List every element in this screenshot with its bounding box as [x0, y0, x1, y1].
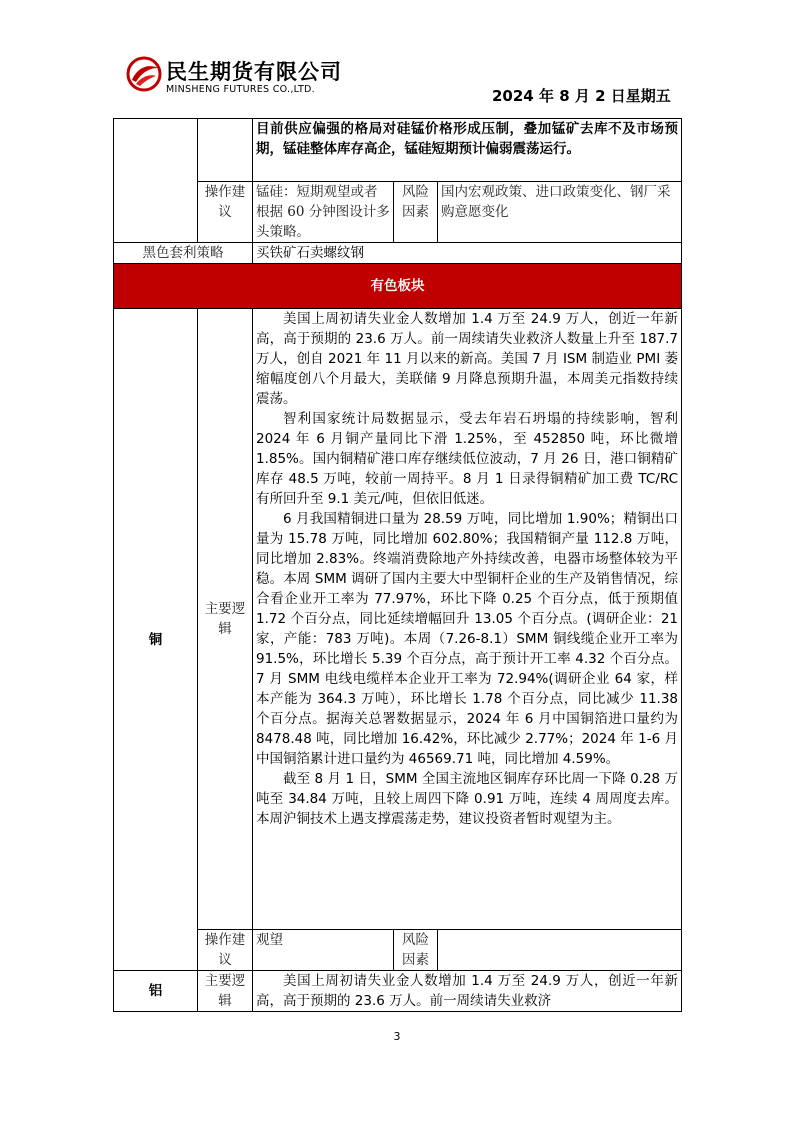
copper-logic-row	[114, 309, 682, 930]
section-header-row	[114, 264, 682, 309]
manganese-op-row	[114, 182, 682, 243]
arbitrage-label: 黑色套利策略	[114, 243, 253, 264]
copper-paragraph: 截至 8 月 1 日，SMM 全国主流地区铜库存环比周一下降 0.28 万吨至 34.84 万吨，且较上周四下降 0.91 万吨，连续 4 周周度去库。本周沪铜技术上遇支撑震荡走势，建议投资者暂时观望为主。	[256, 771, 679, 827]
manganese-risk-label: 风险因素	[394, 182, 438, 243]
page-number: 3	[393, 1030, 401, 1043]
strategy-table	[113, 118, 682, 1012]
manganese-logic-label-cell	[198, 119, 253, 182]
copper-paragraph: 美国上周初请失业金人数增加 1.4 万至 24.9 万人，创近一年新高，高于预期的 23.6 万人。前一周续请失业救济人数量上升至 187.7 万人，创自 2021 年 11 月以来的新高。美国 7 月 ISM 制造业 PMI 萎缩幅度创八个月最大，美联储 9 月降息预期升温，本周美元指数持续震荡。	[256, 311, 679, 407]
manganese-logic-text: 目前供应偏强的格局对硅锰价格形成压制，叠加锰矿去库不及市场预期，锰硅整体库存高企，锰硅短期预计偏弱震荡运行。	[253, 119, 682, 182]
manganese-name-cell	[114, 119, 198, 243]
copper-op-text: 观望	[253, 930, 394, 971]
section-title: 有色板块	[114, 264, 682, 309]
manganese-op-text: 锰硅：短期观望或者根据 60 分钟图设计多头策略。	[253, 182, 394, 243]
manganese-risk-text: 国内宏观政策、进口政策变化、钢厂采购意愿变化	[438, 182, 682, 243]
company-logo-icon	[126, 56, 162, 92]
aluminum-paragraph: 美国上周初请失业金人数增加 1.4 万至 24.9 万人，创近一年新高，高于预期的 23.6 万人。前一周续请失业救济	[256, 973, 679, 1009]
company-name-cn: 民生期货有限公司	[166, 60, 342, 84]
copper-risk-label: 风险因素	[394, 930, 438, 971]
copper-logic-text	[253, 309, 682, 930]
copper-logic-label: 主要逻辑	[198, 309, 253, 930]
copper-paragraph: 6 月我国精铜进口量为 28.59 万吨，同比增加 1.90%；精铜出口量为 15.78 万吨，同比增加 602.80%；我国精铜产量 112.8 万吨，同比增加 2.83%。终端消费除地产外持续改善，电器市场整体较为平稳。本周 SMM 调研了国内主要大中型铜杆企业的生产及销售情况，综合看企业开工率为 77.97%，环比下降 0.25 个百分点，低于预期值 1.72 个百分点，同比延续增幅回升 13.05 个百分点。(调研企业：21 家，产能：783 万吨)。本周（7.26-8.1）SMM 铜线缆企业开工率为 91.5%，环比增长 5.39 个百分点，高于预计开工率 4.32 个百分点。7 月 SMM 电线电缆样本企业开工率为 72.94%(调研企业 64 家，样本产能为 364.3 万吨），环比增长 1.78 个百分点，同比减少 11.38 个百分点。据海关总署数据显示，2024 年 6 月中国铜箔进口量约为 8478.48 吨，同比增加 16.42%，环比减少 2.77%；2024 年 1-6 月中国铜箔累计进口量约为 46569.71 吨，同比增加 4.59%。	[256, 511, 679, 767]
manganese-op-label: 操作建议	[198, 182, 253, 243]
page-header	[0, 0, 794, 118]
aluminum-name: 铝	[114, 971, 198, 1012]
copper-name: 铜	[114, 309, 198, 971]
copper-op-label: 操作建议	[198, 930, 253, 971]
aluminum-logic-text	[253, 971, 682, 1012]
company-name-en: MINSHENG FUTURES CO.,LTD.	[166, 84, 315, 95]
manganese-logic-row	[114, 119, 682, 182]
copper-risk-text	[438, 930, 682, 971]
copper-op-row	[114, 930, 682, 971]
copper-paragraph: 智利国家统计局数据显示，受去年岩石坍塌的持续影响，智利 2024 年 6 月铜产量同比下滑 1.25%，至 452850 吨，环比微增 1.85%。国内铜精矿港口库存继续低位波动，7 月 26 日，港口铜精矿库存 48.5 万吨，较前一周持平。8 月 1 日录得铜精矿加工费 TC/RC 有所回升至 9.1 美元/吨，但依旧低迷。	[256, 411, 679, 507]
arbitrage-row	[114, 243, 682, 264]
aluminum-logic-label: 主要逻辑	[198, 971, 253, 1012]
report-date: 2024 年 8 月 2 日星期五	[492, 87, 671, 105]
arbitrage-text: 买铁矿石卖螺纹钢	[253, 243, 682, 264]
aluminum-logic-row	[114, 971, 682, 1012]
